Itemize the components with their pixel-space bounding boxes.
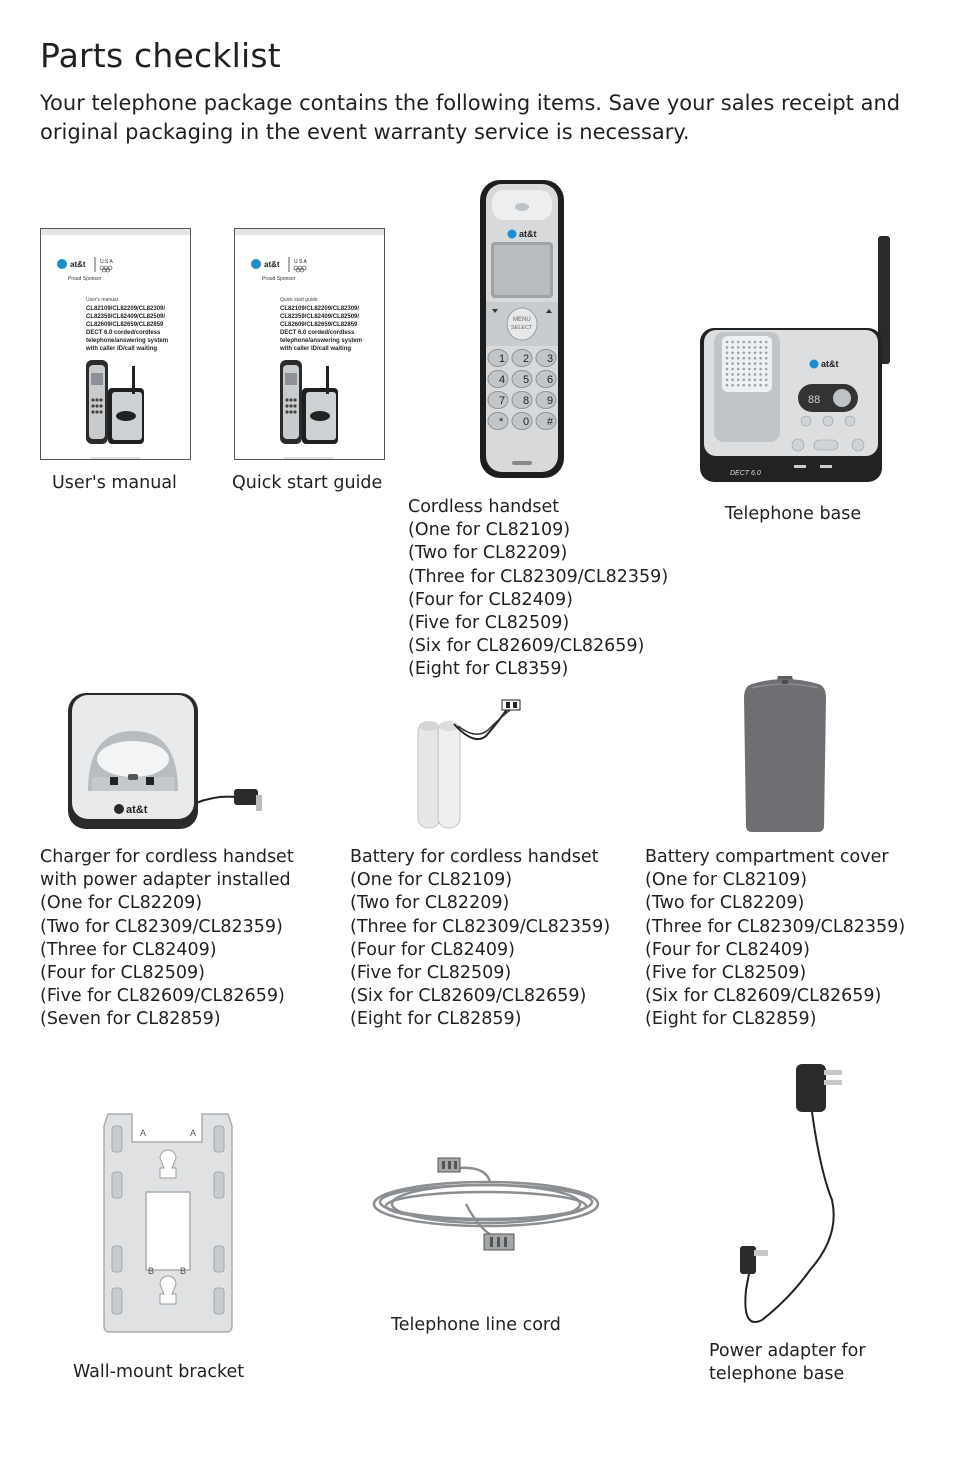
caption-line: (Two for CL82209) <box>645 893 805 914</box>
caption-line: (Five for CL82609/CL82659) <box>40 986 285 1007</box>
speaker-grille-dot <box>759 357 762 360</box>
speaker-grille-dot <box>748 384 751 387</box>
caption-line: (Four for CL82509) <box>40 963 205 984</box>
speaker-grille-dot <box>759 362 762 365</box>
caption-line: telephone base <box>709 1364 845 1385</box>
caption-telephone-line-cord: Telephone line cord <box>391 1315 561 1335</box>
handset-key-label: 7 <box>499 395 506 407</box>
speaker-grille-dot <box>731 373 734 376</box>
caption-telephone-base: Telephone base <box>725 504 862 524</box>
speaker-grille-dot <box>759 352 762 355</box>
booklet-desc: DECT 6.0 corded/cordless <box>280 330 355 336</box>
speaker-grille-dot <box>743 379 746 382</box>
speaker-grille-dot <box>726 346 729 349</box>
caption-line: (Three for CL82309/CL82359) <box>350 916 611 937</box>
caption-line: (Five for CL82509) <box>408 613 570 634</box>
cordless-handset-image <box>478 178 566 480</box>
speaker-grille-dot <box>737 384 740 387</box>
users-manual-image <box>40 228 191 460</box>
speaker-grille-dot <box>737 357 740 360</box>
speaker-grille-dot <box>737 379 740 382</box>
booklet-doc-type: Quick start guide <box>280 297 318 303</box>
speaker-grille-dot <box>765 379 768 382</box>
speaker-grille-dot <box>743 341 746 344</box>
speaker-grille-dot <box>759 379 762 382</box>
handset-key-label: 5 <box>523 374 530 386</box>
booklet-models: CL82109/CL82209/CL82309/ <box>280 306 360 312</box>
caption-line: (Eight for CL8359) <box>408 659 569 680</box>
booklet-desc: DECT 6.0 corded/cordless <box>86 330 161 336</box>
speaker-grille-dot <box>765 373 768 376</box>
speaker-grille-dot <box>731 379 734 382</box>
speaker-grille-dot <box>759 346 762 349</box>
speaker-grille-dot <box>737 373 740 376</box>
telephone-line-cord-image <box>370 1152 602 1262</box>
speaker-grille-dot <box>737 362 740 365</box>
caption-line: (Six for CL82609/CL82659) <box>408 636 645 657</box>
handset-brand: at&t <box>519 229 537 239</box>
caption-line: with power adapter installed <box>40 870 291 891</box>
speaker-grille-dot <box>737 346 740 349</box>
caption-line: Battery compartment cover <box>645 847 889 867</box>
speaker-grille-dot <box>748 368 751 371</box>
speaker-grille-dot <box>748 379 751 382</box>
speaker-grille-dot <box>754 368 757 371</box>
power-adapter-image <box>736 1060 846 1324</box>
speaker-grille-dot <box>743 384 746 387</box>
caption-line: (Eight for CL82859) <box>645 1009 817 1030</box>
speaker-grille-dot <box>726 362 729 365</box>
svg-text:U S A: U S A <box>294 259 307 265</box>
caption-quick-start-guide: Quick start guide <box>232 473 383 493</box>
speaker-grille-dot <box>759 341 762 344</box>
speaker-grille-dot <box>726 368 729 371</box>
booklet-desc-2: telephone/answering system <box>86 338 169 344</box>
booklet-desc-3: with caller ID/call waiting <box>280 346 352 352</box>
caption-line: Power adapter for <box>709 1341 866 1361</box>
caption-line: (Three for CL82309/CL82359) <box>645 916 906 937</box>
booklet-doc-type: User's manual <box>86 297 118 303</box>
caption-wall-mount-bracket: Wall-mount bracket <box>73 1362 245 1382</box>
handset-key-label: 9 <box>547 395 554 407</box>
speaker-grille-dot <box>759 368 762 371</box>
speaker-grille-dot <box>748 346 751 349</box>
caption-line: (Two for CL82309/CL82359) <box>40 916 283 937</box>
speaker-grille-dot <box>737 341 740 344</box>
quick-start-guide-image <box>234 228 385 460</box>
booklet-brand: at&t <box>70 260 86 269</box>
handset-key-label: 6 <box>547 374 554 386</box>
caption-battery <box>350 846 610 1032</box>
speaker-grille-dot <box>765 368 768 371</box>
caption-line: (Five for CL82509) <box>350 963 512 984</box>
base-brand: at&t <box>821 359 839 369</box>
base-display: 88 <box>808 394 821 406</box>
caption-line: (Two for CL82209) <box>408 543 568 564</box>
booklet-models-2: CL82359/CL82409/CL82509/ <box>280 314 360 320</box>
caption-line: (One for CL82109) <box>408 520 571 541</box>
speaker-grille-dot <box>731 357 734 360</box>
battery-image <box>414 698 524 830</box>
speaker-grille-dot <box>731 384 734 387</box>
speaker-grille-dot <box>731 362 734 365</box>
caption-power-adapter <box>709 1340 866 1386</box>
speaker-grille-dot <box>748 373 751 376</box>
handset-key <box>488 413 508 430</box>
bracket-mark-b-right: B <box>180 1266 187 1276</box>
caption-line: (Four for CL82409) <box>645 939 810 960</box>
caption-cordless-handset <box>408 496 668 682</box>
battery-cover-image <box>742 672 828 834</box>
speaker-grille-dot <box>743 346 746 349</box>
speaker-grille-dot <box>748 357 751 360</box>
speaker-grille-dot <box>726 341 729 344</box>
speaker-grille-dot <box>731 352 734 355</box>
speaker-grille-dot <box>765 357 768 360</box>
caption-line: (Eight for CL82859) <box>350 1009 522 1030</box>
speaker-grille-dot <box>759 384 762 387</box>
handset-key-label: 8 <box>523 395 530 407</box>
speaker-grille-dot <box>743 357 746 360</box>
handset-key-label: 0 <box>523 416 530 428</box>
speaker-grille-dot <box>726 379 729 382</box>
speaker-grille-dot <box>765 362 768 365</box>
speaker-grille-dot <box>754 373 757 376</box>
caption-line: (Three for CL82409) <box>40 939 217 960</box>
speaker-grille-dot <box>743 352 746 355</box>
booklet-models-2: CL82359/CL82409/CL82509/ <box>86 314 166 320</box>
booklet-models-3: CL82609/CL82659/CL82859 <box>280 322 358 328</box>
speaker-grille-dot <box>754 352 757 355</box>
handset-key-label: # <box>547 416 554 428</box>
caption-line: (Four for CL82409) <box>350 939 515 960</box>
speaker-grille-dot <box>743 368 746 371</box>
caption-line: (Two for CL82209) <box>350 893 510 914</box>
svg-text:U S A: U S A <box>100 259 113 265</box>
speaker-grille-dot <box>726 384 729 387</box>
speaker-grille-dot <box>754 384 757 387</box>
handset-key-label: 2 <box>523 353 530 365</box>
booklet-sponsor: Proud Sponsor <box>262 276 296 282</box>
booklet-sponsor: Proud Sponsor <box>68 276 102 282</box>
charger-brand: at&t <box>126 804 148 816</box>
caption-line: (One for CL82109) <box>350 870 513 891</box>
booklet-models-3: CL82609/CL82659/CL82859 <box>86 322 164 328</box>
speaker-grille-dot <box>737 368 740 371</box>
speaker-grille-dot <box>754 346 757 349</box>
caption-line: (Three for CL82309/CL82359) <box>408 566 669 587</box>
handset-menu-label: MENU <box>513 317 531 323</box>
caption-battery-cover <box>645 846 905 1032</box>
caption-line: Cordless handset <box>408 497 560 517</box>
caption-charger <box>40 846 294 1032</box>
caption-line: (Seven for CL82859) <box>40 1009 221 1030</box>
speaker-grille-dot <box>754 341 757 344</box>
handset-key-label: 3 <box>547 353 554 365</box>
speaker-grille-dot <box>759 373 762 376</box>
speaker-grille-dot <box>765 384 768 387</box>
speaker-grille-dot <box>726 357 729 360</box>
base-dect-label: DECT 6.0 <box>730 470 761 477</box>
speaker-grille-dot <box>731 346 734 349</box>
speaker-grille-dot <box>765 341 768 344</box>
speaker-grille-dot <box>743 362 746 365</box>
handset-key-label: 4 <box>499 374 506 386</box>
speaker-grille-dot <box>754 357 757 360</box>
telephone-base-image <box>700 234 896 484</box>
booklet-desc-3: with caller ID/call waiting <box>86 346 158 352</box>
speaker-grille-dot <box>754 379 757 382</box>
speaker-grille-dot <box>743 373 746 376</box>
bracket-mark-a-right: A <box>190 1128 197 1138</box>
speaker-grille-dot <box>731 341 734 344</box>
charger-image <box>66 691 266 831</box>
caption-line: Battery for cordless handset <box>350 847 599 867</box>
caption-line: (Five for CL82509) <box>645 963 807 984</box>
caption-line: (Six for CL82609/CL82659) <box>350 986 587 1007</box>
speaker-grille-dot <box>748 341 751 344</box>
caption-line: (One for CL82109) <box>645 870 808 891</box>
caption-line: (Four for CL82409) <box>408 589 573 610</box>
speaker-grille-dot <box>765 352 768 355</box>
wall-mount-bracket-image <box>102 1112 234 1334</box>
speaker-grille-dot <box>765 346 768 349</box>
intro-text: Your telephone package contains the following items. Save your sales receipt and original packaging in the event warranty service is necessary. <box>40 91 901 144</box>
speaker-grille-dot <box>737 352 740 355</box>
speaker-grille-dot <box>726 352 729 355</box>
speaker-grille-dot <box>754 362 757 365</box>
speaker-grille-dot <box>748 362 751 365</box>
caption-line: (Six for CL82609/CL82659) <box>645 986 882 1007</box>
handset-select-label: SELECT <box>511 325 533 331</box>
page-title: Parts checklist <box>40 36 281 75</box>
booklet-desc-2: telephone/answering system <box>280 338 363 344</box>
booklet-brand: at&t <box>264 260 280 269</box>
booklet-models: CL82109/CL82209/CL82309/ <box>86 306 166 312</box>
handset-key-label: * <box>499 416 504 428</box>
speaker-grille-dot <box>748 352 751 355</box>
bracket-mark-a: A <box>140 1128 147 1138</box>
caption-users-manual: User's manual <box>52 473 177 493</box>
caption-line: (One for CL82209) <box>40 893 203 914</box>
caption-line: Charger for cordless handset <box>40 847 294 867</box>
speaker-grille-dot <box>726 373 729 376</box>
speaker-grille-dot <box>731 368 734 371</box>
handset-key-label: 1 <box>499 353 506 365</box>
bracket-mark-b: B <box>148 1266 155 1276</box>
